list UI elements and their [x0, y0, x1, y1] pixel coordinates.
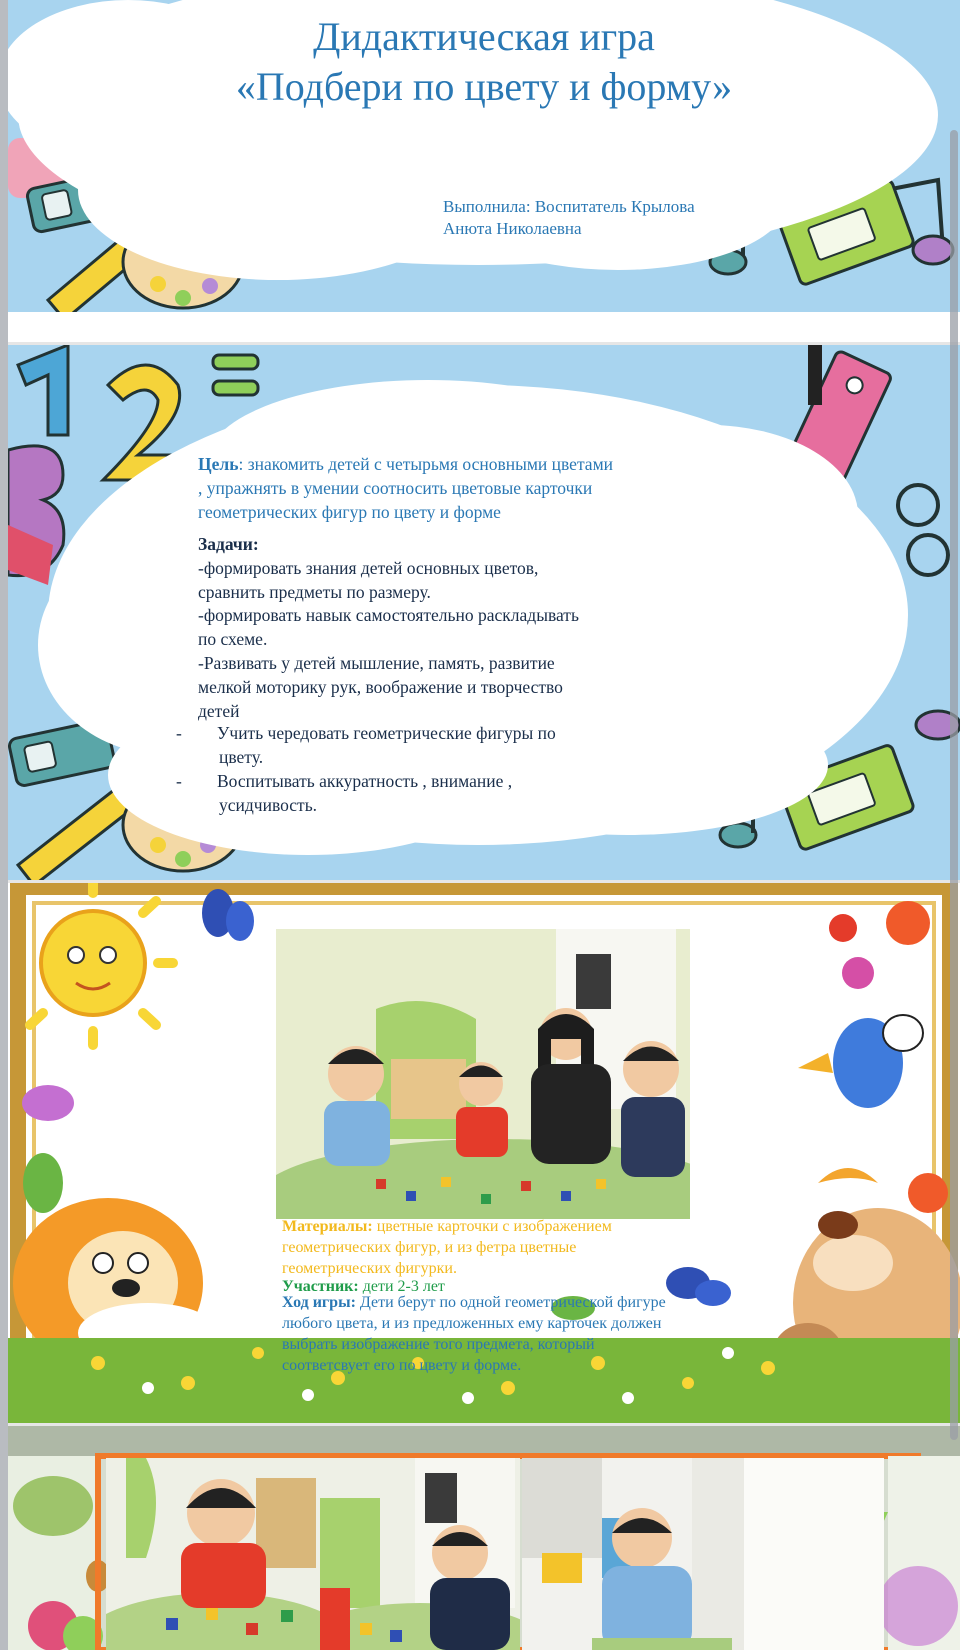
tasks-label: Задачи:: [198, 534, 259, 554]
goal-line1: : знакомить детей с четырьмя основными цветами: [238, 454, 614, 474]
process-line2: любого цвета, и из предложенных ему карточек должен: [282, 1315, 662, 1332]
materials-paragraph: [282, 1216, 722, 1279]
task-line: по схеме.: [198, 629, 268, 650]
photo-boy-blue-shirt: [522, 1458, 744, 1650]
slide1-title-line2: «Подбери по цвету и форму»: [235, 64, 733, 109]
slide-photos: [8, 1426, 960, 1650]
materials-line1: цветные карточки с изображением: [372, 1218, 612, 1235]
tasks-paragraph: [198, 533, 798, 723]
photo-children-playing-art: [276, 929, 690, 1219]
slide-title: [8, 0, 960, 312]
slide4-right-panel: [744, 1458, 884, 1650]
photo-boy-red-shirt-art: [106, 1458, 320, 1650]
goal-line2: , упражнять в умении соотносить цветовые карточки: [198, 477, 593, 498]
photo-boy-dark-shirt-art: [320, 1458, 520, 1650]
process-line4: соответсвует его по цвету и форме.: [282, 1357, 522, 1374]
process-line1: Дети берут по одной геометрической фигуре: [355, 1294, 666, 1311]
bullet-2-line1: Воспитывать аккуратность , внимание ,: [217, 771, 513, 791]
photo-boy-blue-shirt-art: [522, 1458, 744, 1650]
task-line: мелкой моторику рук, воображение и творчество: [198, 676, 563, 697]
photo-boy-red-shirt: [106, 1458, 320, 1650]
task-line: детей: [198, 700, 240, 721]
task-line: -формировать знания детей основных цветов,: [198, 557, 539, 578]
materials-line2: геометрических фигур, и из фетра цветные: [282, 1239, 577, 1256]
process-paragraph: [282, 1292, 722, 1376]
goal-line3: геометрических фигур по цвету и форме: [198, 501, 501, 522]
author-line1: Выполнила: Воспитатель Крылова: [443, 197, 695, 216]
slide-goals: [8, 345, 960, 880]
bullet-1-line2: цвету.: [219, 747, 264, 767]
author-line2: Анюта Николаевна: [443, 219, 582, 238]
process-label: Ход игры:: [282, 1294, 356, 1311]
goal-label: Цель: [198, 454, 239, 474]
slide1-title-line1: Дидактическая игра: [313, 14, 655, 59]
photo-children-playing: [276, 929, 690, 1219]
materials-label: Материалы:: [282, 1218, 373, 1235]
task-line: -формировать навык самостоятельно раскладывать: [198, 605, 579, 626]
photo-boy-dark-shirt: [320, 1458, 520, 1650]
slide1-bottom-band: [8, 312, 960, 342]
task-line: сравнить предметы по размеру.: [198, 581, 431, 602]
bullet-mark: -: [176, 723, 182, 743]
document-scrollbar[interactable]: [950, 130, 958, 1440]
bullet-2-line2: усидчивость.: [219, 795, 318, 815]
goal-paragraph: [198, 453, 798, 524]
process-line3: выбрать изображение того предмета, который: [282, 1336, 595, 1353]
task-line: -Развивать у детей мышление, память, развитие: [198, 652, 555, 673]
slide-materials: [8, 883, 960, 1423]
participant-value: дети 2-3 лет: [358, 1278, 445, 1295]
bullet-1-line1: Учить чередовать геометрические фигуры по: [217, 723, 556, 743]
bullet-mark: -: [176, 771, 182, 791]
participant-label: Участник:: [282, 1278, 359, 1295]
materials-line3: геометрических фигурки.: [282, 1260, 457, 1277]
viewer-left-rail: [0, 0, 8, 1650]
